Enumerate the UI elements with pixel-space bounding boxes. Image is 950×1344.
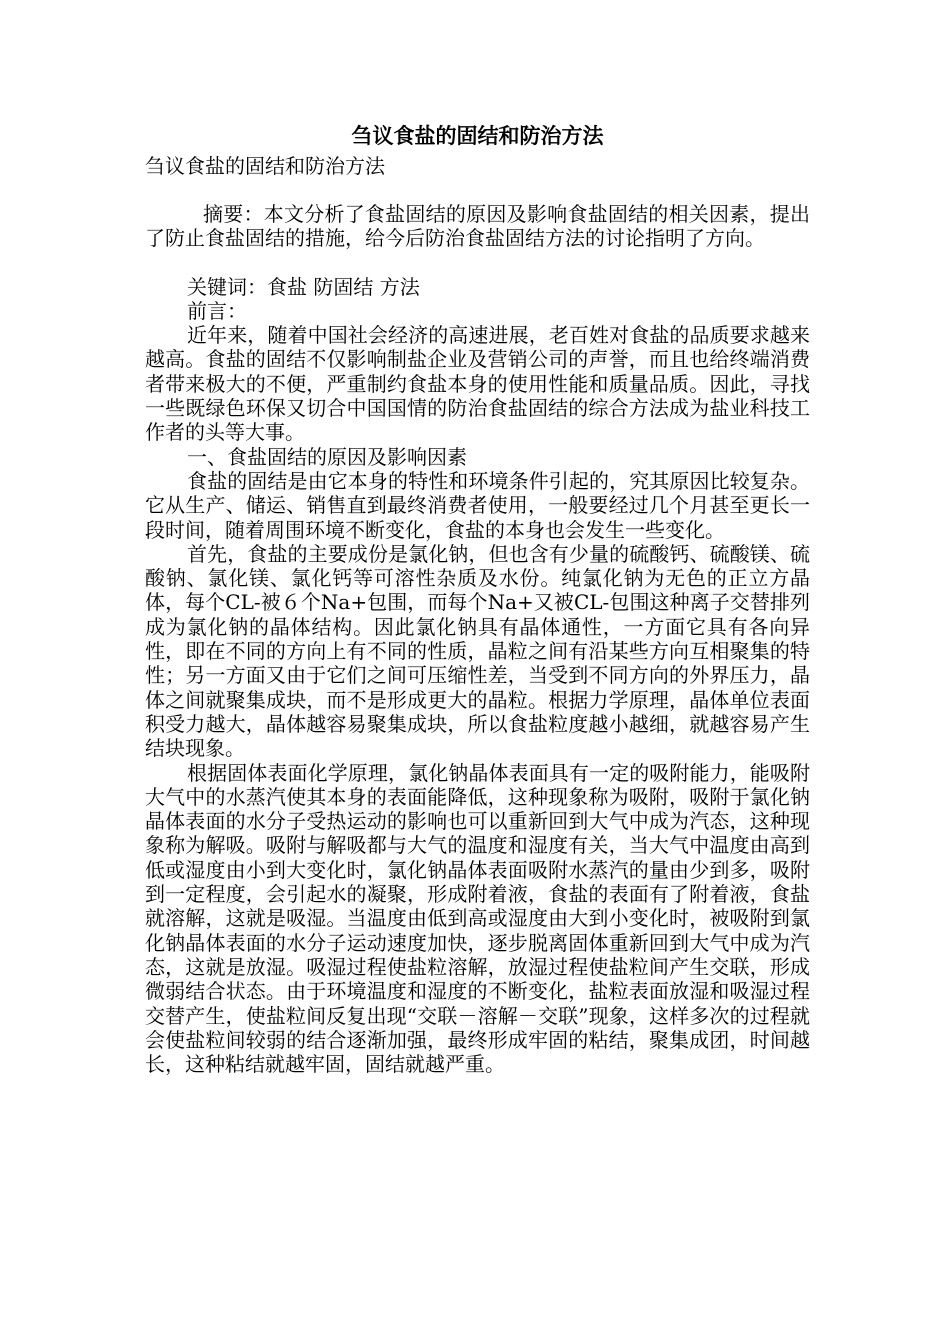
body-paragraph: 首先，食盐的主要成份是氯化钠，但也含有少量的硫酸钙、硫酸镁、硫酸钠、氯化镁、氯化钙等可溶性杂质及水份。纯氯化钠为无色的正立方晶体，每个CL-被６个Na+包围，而每个Na+又被CL-包围这种离子交替排列成为氯化钠的晶体结构。因此氯化钠具有晶体通性，一方面它具有各向异性，即在不同的方向上有不同的性质，晶粒之间有沿某些方向互相聚集的特性；另一方面又由于它们之间可压缩性差，当受到不同方向的外界压力，晶体之间就聚集成块，而不是形成更大的晶粒。根据力学原理，晶体单位表面积受力越大，晶体越容易聚集成块，所以食盐粒度越小越细，就越容易产生结块现象。 bbox=[145, 541, 810, 761]
section-heading: 一、食盐固结的原因及影响因素 bbox=[187, 444, 467, 469]
abstract-paragraph: 摘要：本文分析了食盐固结的原因及影响食盐固结的相关因素，提出了防止食盐固结的措施，给今后防治食盐固结方法的讨论指明了方向。 bbox=[145, 202, 810, 251]
body-paragraph: 近年来，随着中国社会经济的高速进展，老百姓对食盐的品质要求越来越高。食盐的固结不仅影响制盐企业及营销公司的声誉，而且也给终端消费者带来极大的不便，严重制约食盐本身的使用性能和质量品质。因此，寻找一些既绿色环保又切合中国国情的防治食盐固结的综合方法成为盐业科技工作者的头等大事。 bbox=[145, 323, 810, 445]
body-paragraph: 食盐的固结是由它本身的特性和环境条件引起的，究其原因比较复杂。它从生产、储运、销售直到最终消费者使用，一般要经过几个月甚至更长一段时间，随着周围环境不断变化，食盐的本身也会发生一些变化。 bbox=[145, 468, 810, 542]
preface-label: 前言： bbox=[187, 298, 247, 323]
document-subtitle: 刍议食盐的固结和防治方法 bbox=[145, 154, 385, 178]
body-paragraph: 根据固体表面化学原理，氯化钠晶体表面具有一定的吸附能力，能吸附大气中的水蒸汽使其本身的表面能降低，这种现象称为吸附，吸附于氯化钠晶体表面的水分子受热运动的影响也可以重新回到大气中成为汽态，这种现象称为解吸。吸附与解吸都与大气的温度和湿度有关，当大气中温度由高到低或湿度由小到大变化时，氯化钠晶体表面吸附水蒸汽的量由少到多，吸附到一定程度，会引起水的凝聚，形成附着液，食盐的表面有了附着液，食盐就溶解，这就是吸湿。当温度由低到高或湿度由大到小变化时，被吸附到氯化钠晶体表面的水分子运动速度加快，逐步脱离固体重新回到大气中成为汽态，这就是放湿。吸湿过程使盐粒溶解，放湿过程使盐粒间产生交联，形成微弱结合状态。由于环境温度和湿度的不断变化，盐粒表面放湿和吸湿过程交替产生，使盐粒间反复出现“交联－溶解－交联”现象，这样多次的过程就会使盐粒间较弱的结合逐渐加强，最终形成牢固的粘结，聚集成团，时间越长，这种粘结就越牢固，固结就越严重。 bbox=[145, 760, 810, 1077]
document-page bbox=[145, 118, 810, 1076]
document-title: 刍议食盐的固结和防治方法 bbox=[351, 124, 604, 148]
keywords-line: 关键词：食盐 防固结 方法 bbox=[187, 274, 420, 299]
